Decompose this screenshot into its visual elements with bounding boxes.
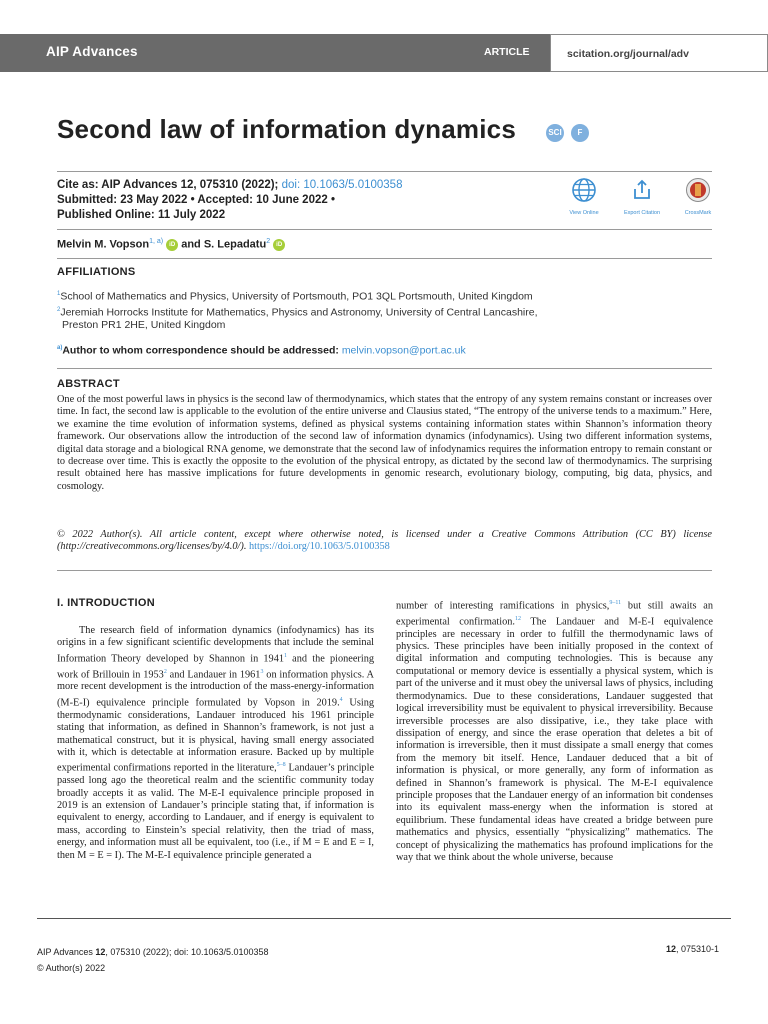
correspondence-marker: a) bbox=[57, 345, 63, 351]
footer-citation bbox=[37, 944, 269, 976]
site-url-link[interactable]: scitation.org/journal/adv bbox=[567, 48, 689, 60]
affiliation-marker: 2 bbox=[266, 238, 271, 245]
journal-name[interactable]: AIP Advances bbox=[46, 44, 138, 59]
divider bbox=[57, 258, 712, 259]
intro-text: and Landauer in 1961 bbox=[166, 669, 261, 681]
published-date: Published Online: 11 July 2022 bbox=[57, 209, 226, 221]
article-type-label: ARTICLE bbox=[484, 46, 530, 58]
divider bbox=[57, 570, 712, 571]
cite-label: Cite as: AIP Advances 12, 075310 (2022); bbox=[57, 179, 279, 191]
affiliation-marker: 1, a) bbox=[149, 238, 164, 245]
affiliation-text-cont: Preston PR1 2HE, United Kingdom bbox=[62, 319, 226, 331]
export-icon bbox=[629, 177, 655, 203]
page-id: , 075310-1 bbox=[675, 944, 719, 954]
crossmark-button[interactable] bbox=[673, 177, 723, 216]
citation-ref[interactable]: 3 bbox=[260, 668, 264, 675]
export-citation-label: Export Citation bbox=[623, 210, 661, 216]
intro-text: Using thermodynamic considerations, Landauer introduced his 1961 principle stating that information, as defined in Shannon’s framework, is not just a mathematical construct, but it is physical, having small energy associated with it, which is detectable at information erasure. Backed up by multiple experimental confirmations reported in the literature, bbox=[57, 697, 374, 774]
affiliation-number: 2 bbox=[57, 306, 61, 313]
doi-license-link[interactable]: https://doi.org/10.1063/5.0100358 bbox=[248, 541, 390, 553]
affiliation-item bbox=[57, 304, 707, 320]
footer-volume: 12 bbox=[95, 947, 106, 957]
footer-journal: AIP Advances bbox=[37, 947, 96, 957]
citation-ref[interactable]: 9–11 bbox=[609, 600, 622, 606]
author-name[interactable]: Melvin M. Vopson bbox=[57, 238, 150, 251]
intro-column-right bbox=[396, 597, 713, 864]
intro-text: Landauer’s principle passed long ago the theoretical realm and the scientific community today broadly accepts it as valid. The M-E-I equivalence principle proposed in 2019 is an extension of Landauer’s principle stating that, if information is equivalent to energy, according to Landauer, and if energy is equivalent to mass, according to Einstein’s special relativity, then the triad of mass, energy, and information must all be equivalent, too (i.e., if M = E and E = I, then M = E = I). The M-E-I equivalence principle generated a bbox=[57, 762, 375, 861]
view-online-label: View Online bbox=[569, 210, 599, 216]
intro-text: on information physics. A more recent development is the introduction of the mass-energy-information (M-E-I) equivalence principle formulated by Vopson in 2019. bbox=[57, 669, 374, 709]
sci-badge-icon[interactable]: SCI bbox=[546, 124, 564, 142]
abstract-heading: ABSTRACT bbox=[57, 378, 120, 390]
citation-ref[interactable]: 5–8 bbox=[276, 762, 286, 769]
divider bbox=[57, 368, 712, 369]
affiliation-text: School of Mathematics and Physics, University of Portsmouth, PO1 3QL Portsmouth, United Kingdom bbox=[60, 290, 533, 303]
submitted-dates: Submitted: 23 May 2022 • Accepted: 10 June 2022 • bbox=[57, 194, 335, 206]
intro-column-left bbox=[57, 625, 374, 862]
footer-doi: , 075310 (2022); doi: 10.1063/5.0100358 bbox=[105, 947, 269, 957]
divider bbox=[57, 171, 712, 172]
intro-text: number of interesting ramifications in physics, bbox=[396, 600, 610, 612]
affiliation-list bbox=[57, 288, 707, 332]
introduction-heading: I. INTRODUCTION bbox=[57, 597, 155, 609]
citation-ref[interactable]: 12 bbox=[515, 615, 522, 622]
affiliations-heading: AFFILIATIONS bbox=[57, 266, 136, 278]
author-list bbox=[57, 238, 285, 251]
abstract-text: One of the most powerful laws in physics is the second law of thermodynamics, which states that the entropy of any system remains constant or increases over time. In fact, the second law is applicable to the evolution of the entire universe and Clausius stated, “The entropy of the universe tends to a maximum.” Here, we examine the time evolution of information systems, defined as physical systems containing information states within Shannon’s information theory framework. Our observations allow the introduction of the second law of information dynamics (infodynamics). Using two different information systems, digital data storage and a biological RNA genome, we demonstrate that the second law of infodynamics requires the information entropy to remain constant or to decrease over time. This is exactly the opposite to the evolution of the physical entropy, as dictated by the second law of thermodynamics. The surprising result obtained here has massive implications for future developments in genomic research, evolutionary biology, computing, big data, physics, and cosmology. bbox=[57, 394, 712, 492]
intro-text: but still awaits an experimental confirmation. bbox=[396, 600, 713, 628]
orcid-icon[interactable]: iD bbox=[273, 239, 285, 251]
orcid-icon[interactable]: iD bbox=[166, 239, 178, 251]
correspondence-label: Author to whom correspondence should be addressed: bbox=[62, 344, 339, 357]
author-conjunction: and bbox=[181, 238, 201, 251]
page-volume: 12 bbox=[665, 944, 676, 954]
page-number bbox=[650, 944, 719, 954]
intro-text: The Landauer and M-E-I equivalence principles are necessary in order to fulfill the thermodynamic laws of physics. These principles have been initially proposed in the context of digital information and computing technologies. This is because any computational or memory device is essentially a physical system, which is part of the universe and it must obey the universal laws of physics, including thermodynamics. Due to these considerations, Landauer suggested that logical irreversibility must be equivalent to physical irreversibility. Because irreversible processes are also dissipative, i.e., they take place with dissipation of energy, and since the erase operation that deletes a bit of information is irreversible, then it must dissipate a small energy that comes from the memory bit itself. Hence, Landauer deduced that a bit of information is physical, or more generally, any form of information as defined in Shannon’s framework is physical. The M-E-I equivalence principle proposes that the Landauer energy of an information bit condenses into its equivalent mass-energy when the information is stored at equilibrium. These fundamental ideas have created a bridge between pure mathematics and physics, essentially “physicalizing” mathematics. The concept of physicalizing the mathematics has profound implications for the way that we think about the whole universe, because bbox=[396, 616, 713, 863]
citation-ref[interactable]: 2 bbox=[163, 668, 167, 675]
correspondence-email-link[interactable]: melvin.vopson@port.ac.uk bbox=[341, 344, 466, 357]
featured-badge-icon[interactable]: F bbox=[571, 124, 589, 142]
license-text: © 2022 Author(s). All article content, except where otherwise noted, is licensed under a Creative Commons Attribution (CC BY) license (http://creativecommons.org/licenses/by/4.0/). bbox=[57, 529, 712, 553]
affiliation-text: Jeremiah Horrocks Institute for Mathematics, Physics and Astronomy, University of Central Lancashire, bbox=[60, 306, 538, 318]
intro-text: and the pioneering work of Brillouin in 1953 bbox=[57, 653, 375, 681]
citation-ref[interactable]: 4 bbox=[339, 696, 343, 703]
affiliation-number: 1 bbox=[57, 291, 61, 297]
license-statement bbox=[57, 529, 712, 554]
correspondence-line bbox=[57, 342, 466, 358]
globe-icon bbox=[571, 177, 597, 203]
footer-divider bbox=[37, 918, 731, 919]
citation-ref[interactable]: 1 bbox=[284, 652, 288, 659]
author-name[interactable]: S. Lepadatu bbox=[203, 238, 267, 251]
doi-link[interactable]: doi: 10.1063/5.0100358 bbox=[281, 179, 403, 191]
export-citation-button[interactable] bbox=[617, 177, 667, 216]
citation-block bbox=[57, 178, 517, 223]
intro-text: The research field of information dynamics (infodynamics) has its origins in a few significant scientific developments that include the seminal Information Theory developed by Shannon in 1941 bbox=[57, 625, 374, 665]
paper-title: Second law of information dynamics bbox=[57, 114, 516, 144]
affiliation-item bbox=[57, 288, 707, 304]
crossmark-label: CrossMark bbox=[684, 210, 712, 216]
divider bbox=[57, 229, 712, 230]
view-online-button[interactable] bbox=[559, 177, 609, 216]
footer-copyright: © Author(s) 2022 bbox=[37, 963, 106, 973]
crossmark-icon bbox=[685, 177, 711, 203]
